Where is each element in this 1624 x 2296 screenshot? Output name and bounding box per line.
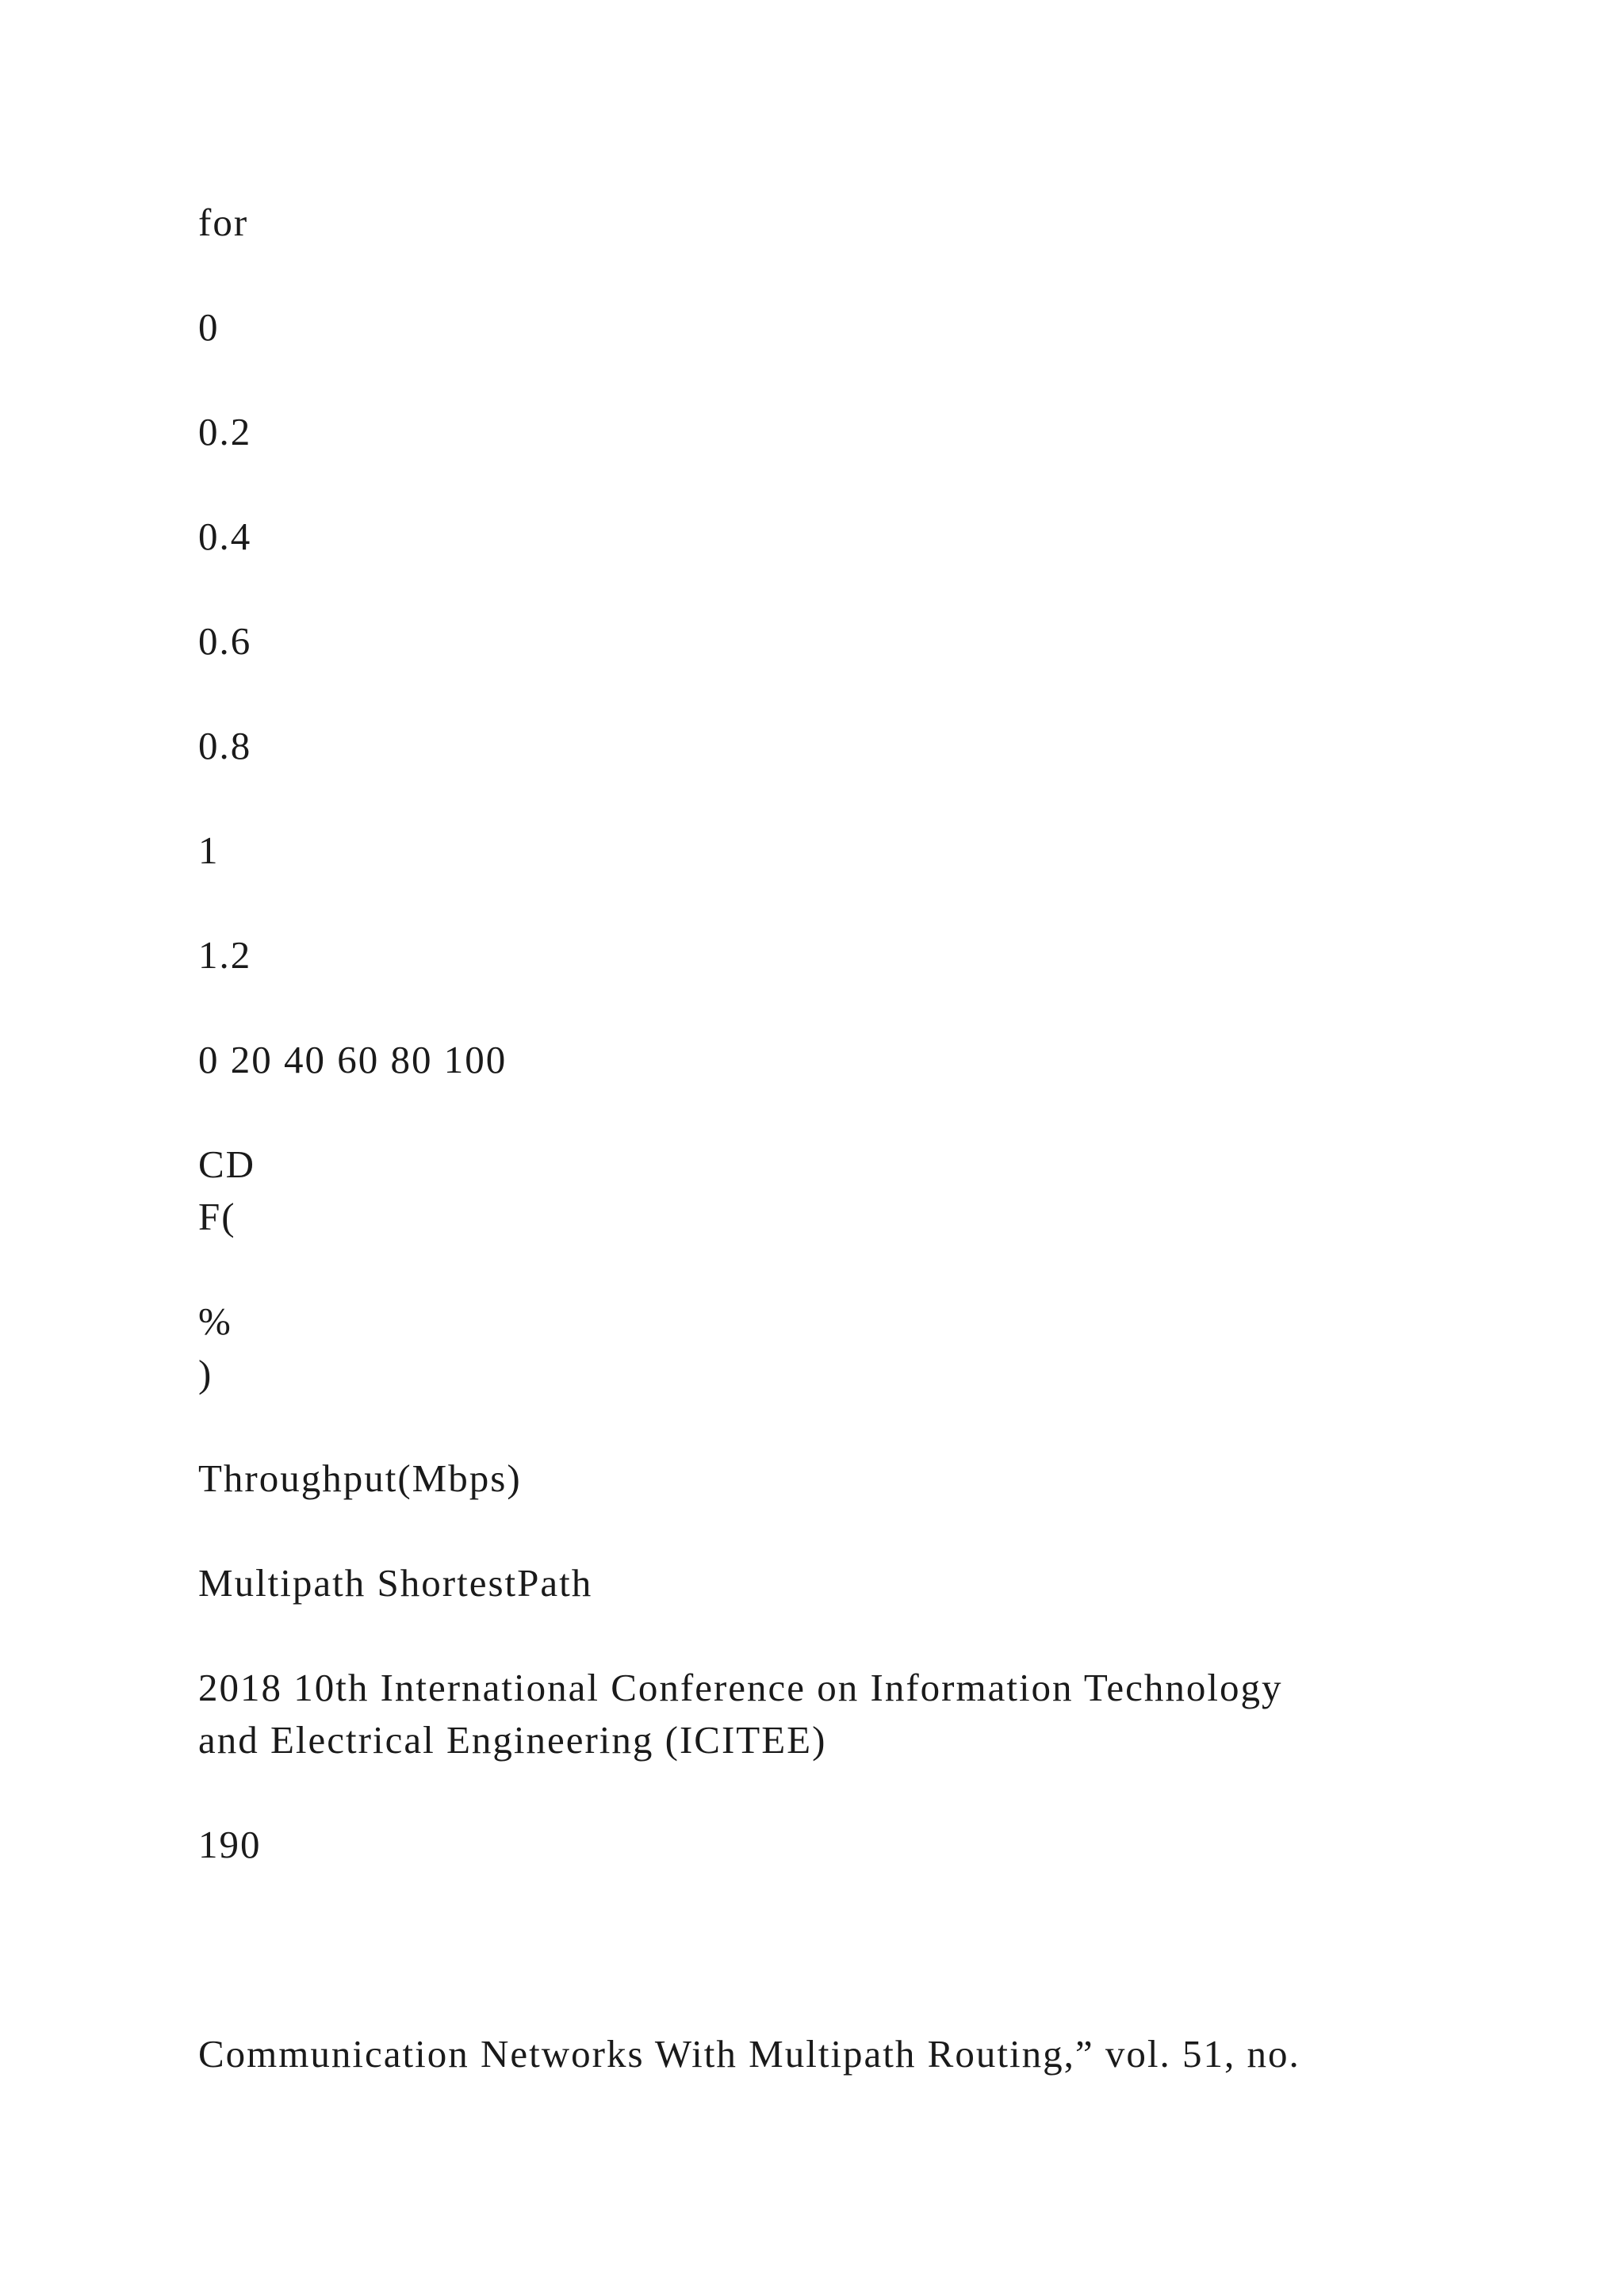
text-line-cd: CD (198, 1142, 256, 1186)
text-line-tick-0-8: 0.8 (198, 724, 252, 767)
text-line-tick-0: 0 (198, 305, 220, 349)
text-line-x-ticks: 0 20 40 60 80 100 (198, 1038, 508, 1081)
text-line-tick-0-4: 0.4 (198, 515, 252, 558)
text-line-tick-1: 1 (198, 828, 220, 872)
text-line-conference-1: 2018 10th International Conference on Information Technology (198, 1666, 1283, 1709)
text-line-tick-0-6: 0.6 (198, 619, 252, 663)
text-line-conference-2: and Electrical Engineering (ICITEE) (198, 1718, 827, 1762)
text-line-close-paren: ) (198, 1352, 213, 1395)
text-line-throughput: Throughput(Mbps) (198, 1456, 522, 1500)
text-line-tick-0-2: 0.2 (198, 410, 252, 453)
text-line-percent: % (198, 1299, 232, 1343)
text-line-for: for (198, 201, 249, 244)
text-line-f-paren: F( (198, 1195, 236, 1238)
text-line-reference: Communication Networks With Multipath Routing,” vol. 51, no. (198, 2032, 1300, 2076)
text-line-legend: Multipath ShortestPath (198, 1561, 593, 1605)
text-line-tick-1-2: 1.2 (198, 933, 252, 977)
text-line-page-number: 190 (198, 1823, 262, 1866)
